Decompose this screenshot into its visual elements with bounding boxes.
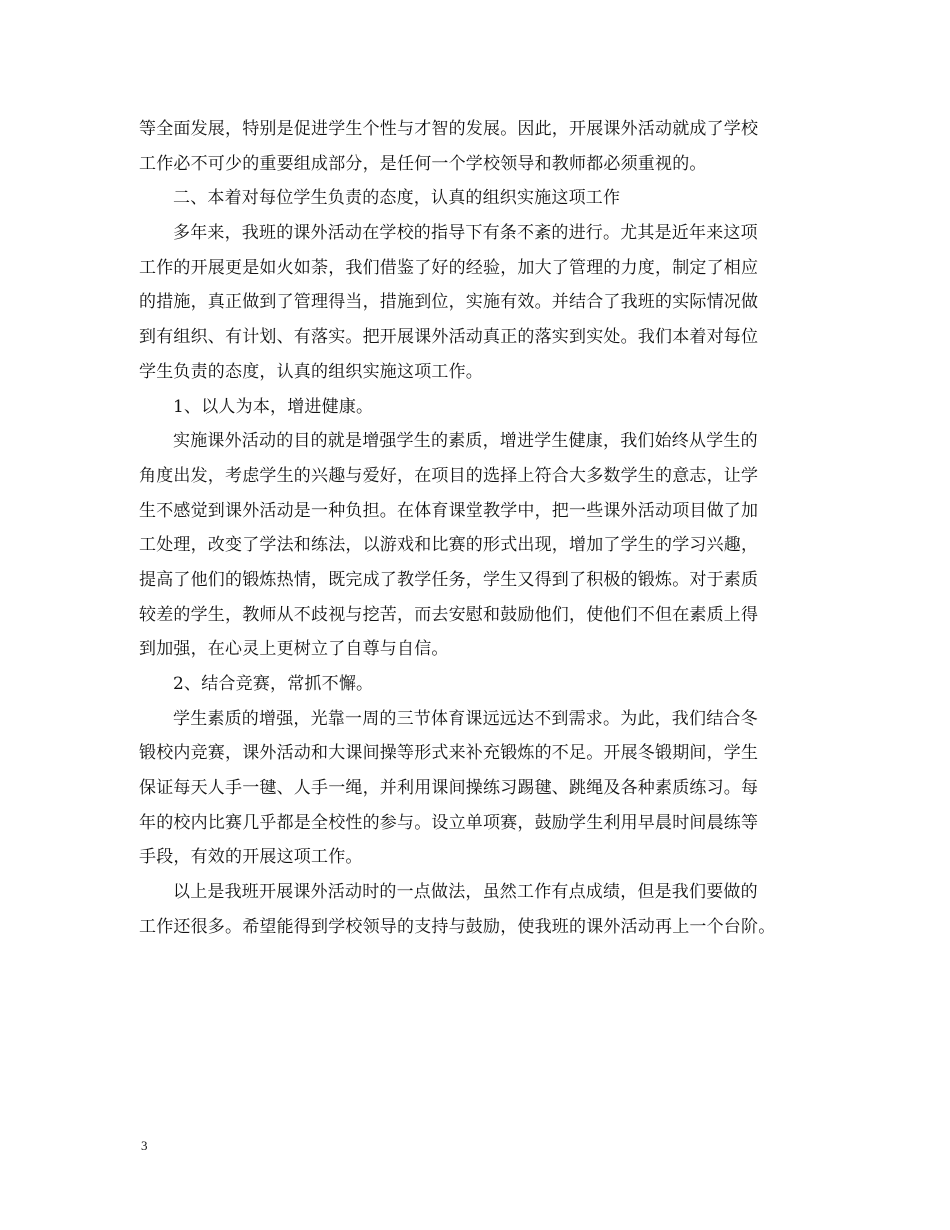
- paragraph-line: 生不感觉到课外活动是一种负担。在体育课堂教学中，把一些课外活动项目做了加: [139, 500, 759, 521]
- paragraph-line: 多年来，我班的课外活动在学校的指导下有条不紊的进行。尤其是近年来这项: [173, 223, 758, 244]
- paragraph-line: 锻校内竞赛，课外活动和大课间操等形式来补充锻炼的不足。开展冬锻期间，学生: [139, 743, 759, 764]
- paragraph-line: 以上是我班开展课外活动时的一点做法，虽然工作有点成绩，但是我们要做的: [173, 882, 758, 903]
- paragraph-line: 工作必不可少的重要组成部分，是任何一个学校领导和教师都必须重视的。: [139, 153, 707, 174]
- paragraph-line: 手段，有效的开展这项工作。: [139, 847, 363, 868]
- section-heading: 二、本着对每位学生负责的态度，认真的组织实施这项工作: [173, 188, 621, 209]
- paragraph-line: 实施课外活动的目的就是增强学生的素质，增进学生健康，我们始终从学生的: [173, 431, 758, 452]
- paragraph-line: 角度出发，考虑学生的兴趣与爱好，在项目的选择上符合大多数学生的意志，让学: [139, 465, 759, 486]
- paragraph-line: 工处理，改变了学法和练法，以游戏和比赛的形式出现，增加了学生的学习兴趣，: [139, 535, 759, 556]
- paragraph-line: 年的校内比赛几乎都是全校性的参与。设立单项赛，鼓励学生利用早晨时间晨练等: [139, 812, 759, 833]
- paragraph-line: 学生负责的态度，认真的组织实施这项工作。: [139, 361, 483, 382]
- body-text: [139, 112, 829, 945]
- paragraph-line: 较差的学生，教师从不歧视与挖苦，而去安慰和鼓励他们，使他们不但在素质上得: [139, 604, 759, 625]
- page-number: 3: [141, 1138, 148, 1153]
- paragraph-line: 工作的开展更是如火如荼，我们借鉴了好的经验，加大了管理的力度，制定了相应: [139, 257, 759, 278]
- subsection-heading: 1、以人为本，增进健康。: [173, 396, 374, 417]
- paragraph-line: 提高了他们的锻炼热情，既完成了教学任务，学生又得到了积极的锻炼。对于素质: [139, 569, 759, 590]
- paragraph-line: 保证每天人手一毽、人手一绳，并利用课间操练习踢毽、跳绳及各种素质练习。每: [139, 778, 759, 799]
- paragraph-line: 的措施，真正做到了管理得当，措施到位，实施有效。并结合了我班的实际情况做: [139, 292, 759, 313]
- paragraph-line: 到加强，在心灵上更树立了自尊与自信。: [139, 639, 449, 660]
- paragraph-line: 等全面发展，特别是促进学生个性与才智的发展。因此，开展课外活动就成了学校: [139, 119, 759, 139]
- paragraph-line: 到有组织、有计划、有落实。把开展课外活动真正的落实到实处。我们本着对每位: [139, 327, 759, 348]
- subsection-heading: 2、结合竞赛，常抓不懈。: [173, 674, 374, 694]
- paragraph-line: 学生素质的增强，光靠一周的三节体育课远远达不到需求。为此，我们结合冬: [173, 708, 758, 729]
- paragraph-line: 工作还很多。希望能得到学校领导的支持与鼓励，使我班的课外活动再上一个台阶。: [139, 916, 776, 937]
